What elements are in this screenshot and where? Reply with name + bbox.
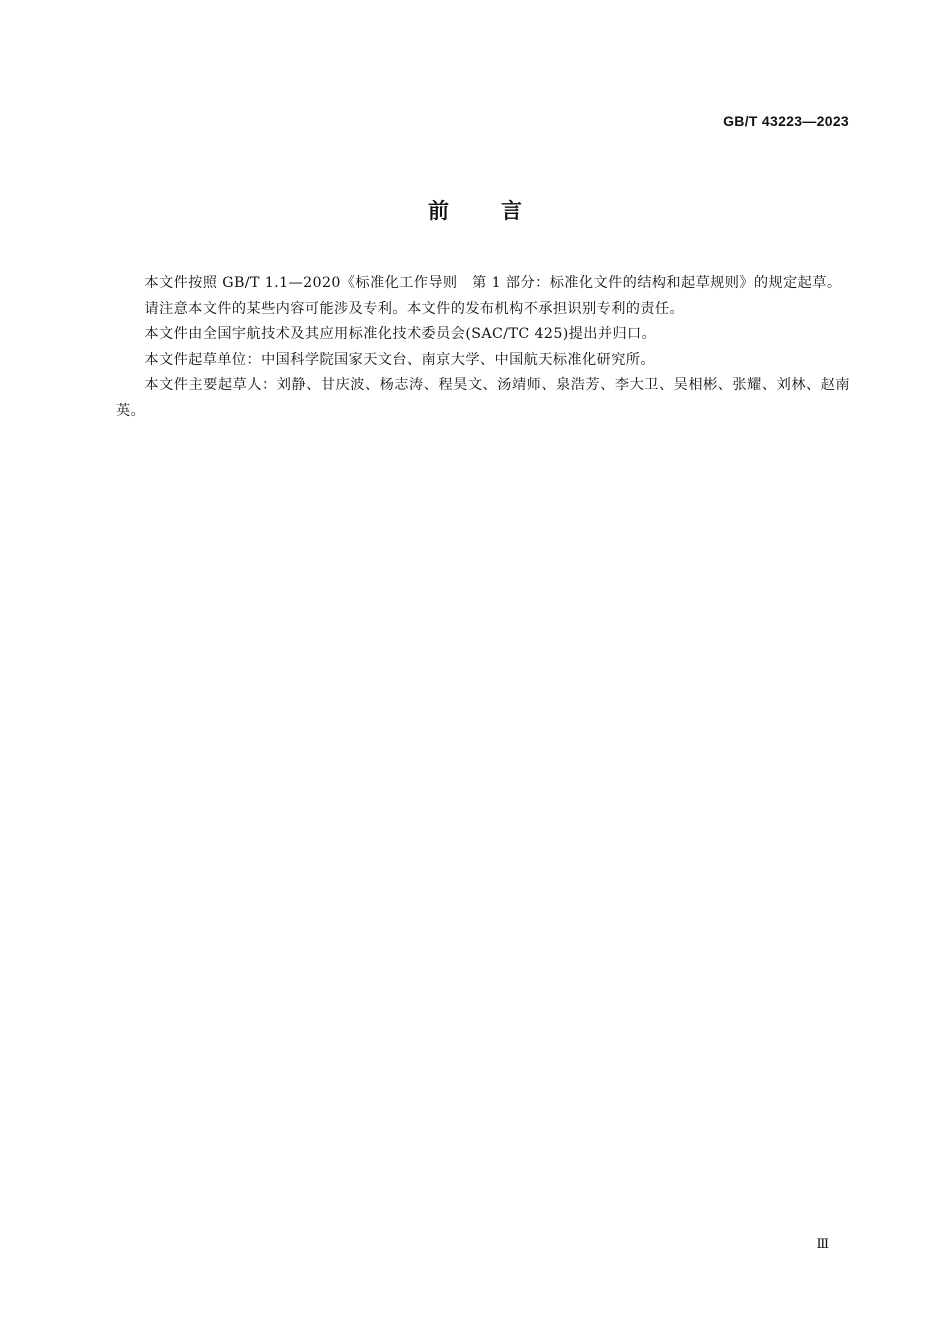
paragraph-proposer: 本文件由全国宇航技术及其应用标准化技术委员会(SAC/TC 425)提出并归口。 (144, 326, 657, 342)
preface-body (116, 271, 850, 424)
paragraph-drafters: 本文件主要起草人：刘静、甘庆波、杨志涛、程昊文、汤靖师、泉浩芳、李大卫、吴相彬、张耀、刘林、赵南英。 (116, 377, 850, 419)
page-title: 前言 (428, 199, 574, 223)
paragraph-drafting-rules: 本文件按照 GB/T 1.1—2020《标准化工作导则 第 1 部分：标准化文件的结构和起草规则》的规定起草。 (144, 275, 842, 291)
paragraph-drafting-units: 本文件起草单位：中国科学院国家天文台、南京大学、中国航天标准化研究所。 (144, 351, 655, 368)
paragraph-patent-notice: 请注意本文件的某些内容可能涉及专利。本文件的发布机构不承担识别专利的责任。 (144, 300, 685, 317)
page-number: Ⅲ (816, 1236, 829, 1251)
standard-code: GB/T 43223—2023 (723, 113, 849, 129)
